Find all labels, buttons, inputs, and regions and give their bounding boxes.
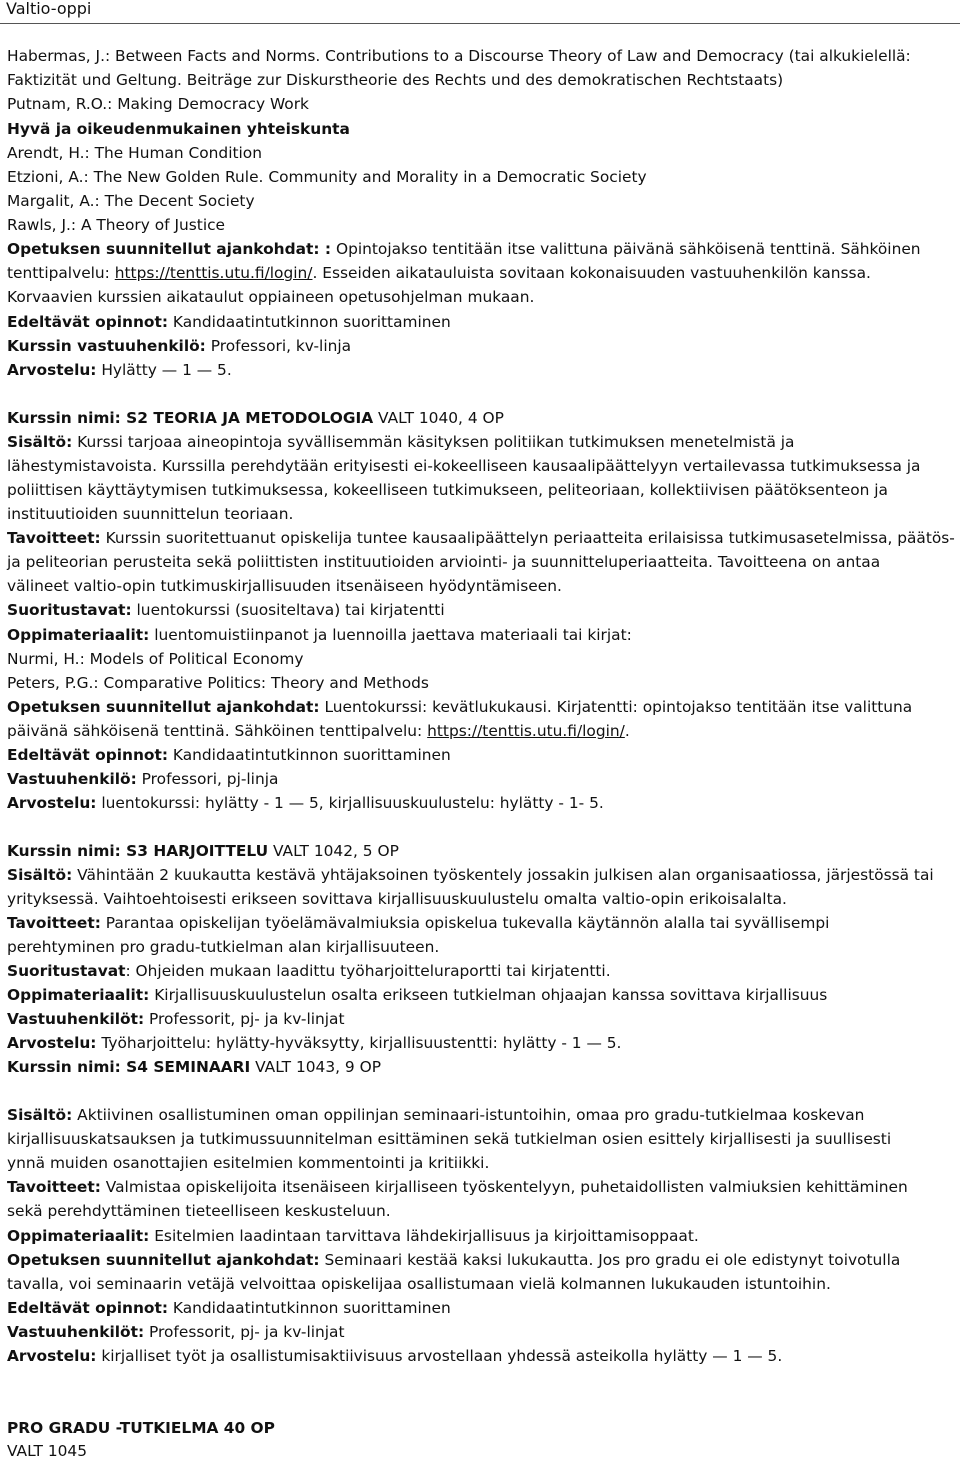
line-text: Hylätty — 1 — 5.: [96, 361, 232, 379]
document-line: [7, 1200, 391, 1222]
field-label: Sisältö:: [7, 866, 73, 884]
document-line: [7, 93, 309, 115]
field-label: Hyvä ja oikeudenmukainen yhteiskunta: [7, 120, 350, 138]
line-text: VALT 1043, 9 OP: [250, 1058, 381, 1076]
document-line: [7, 1176, 908, 1198]
line-text: poliittisen käyttäytymisen tutkimuksessa, kokeelliseen tutkimukseen, peliteoriaan, kollektiivisen päätöksenteon ja: [7, 481, 888, 499]
document-line: [7, 431, 795, 453]
line-text: päivänä sähköisenä tenttinä. Sähköinen tenttipalvelu:: [7, 722, 428, 740]
field-label: Vastuuhenkilöt:: [7, 1010, 145, 1028]
field-label: Kurssin vastuuhenkilö:: [7, 337, 206, 355]
line-text: lähestymistavoista. Kurssilla perehdytään erityisesti ei-kokeelliseen kausaalipäättelyyn vertailevassa tutkimuksessa ja: [7, 457, 921, 475]
document-line: [7, 720, 630, 742]
line-text: ynnä muiden osanottajien esitelmien kommentointi ja kritiikki.: [7, 1154, 490, 1172]
line-text: Professorit, pj- ja kv-linjat: [144, 1010, 345, 1028]
document-line: [7, 214, 225, 236]
line-text: Arendt, H.: The Human Condition: [7, 144, 262, 162]
field-label: Tavoitteet:: [7, 529, 101, 547]
page-header: [0, 0, 960, 24]
document-line: [7, 503, 293, 525]
course-heading-line: [7, 840, 399, 862]
line-text: Aktiivinen osallistuminen oman oppilinjan seminaari-istuntoihin, omaa pro gradu-tutkielmaa koskevan: [72, 1106, 865, 1124]
document-line: [7, 1249, 900, 1271]
document-line: [7, 1104, 864, 1126]
field-label: Tavoitteet:: [7, 914, 101, 932]
tenttis-link[interactable]: https://tenttis.utu.fi/login/: [114, 264, 313, 282]
document-line: [7, 1297, 451, 1319]
line-text: Parantaa opiskelijan työelämävalmiuksia opiskelua tukevalla käytännön alalla tai syvällisempi: [100, 914, 830, 932]
document-line: [7, 311, 451, 333]
line-text: Professori, kv-linja: [205, 337, 352, 355]
line-text: .: [624, 722, 630, 740]
document-line: [7, 238, 921, 260]
field-label: Vastuuhenkilö:: [7, 770, 137, 788]
document-line: [7, 984, 827, 1006]
line-text: Faktizität und Geltung. Beiträge zur Diskurstheorie des Rechts und des demokratischen Rechtstaats): [7, 71, 784, 89]
document-line: [7, 1225, 699, 1247]
field-label: Edeltävät opinnot:: [7, 746, 168, 764]
document-line: [7, 527, 955, 549]
line-text: Kandidaatintutkinnon suorittaminen: [168, 313, 451, 331]
line-text: Nurmi, H.: Models of Political Economy: [7, 650, 304, 668]
line-text: välineet valtio-opin tutkimuskirjallisuuden itsenäiseen hyödyntämiseen.: [7, 577, 562, 595]
line-text: Kandidaatintutkinnon suorittaminen: [168, 746, 451, 764]
document-line: [7, 792, 604, 814]
document-line: [7, 575, 562, 597]
document-line: [7, 768, 278, 790]
field-label: Oppimateriaalit:: [7, 626, 150, 644]
document-line: [7, 1008, 345, 1030]
document-line: [7, 864, 934, 886]
document-line: [7, 888, 787, 910]
document-line: [7, 142, 262, 164]
line-text: Professori, pj-linja: [136, 770, 279, 788]
course-heading-line: [7, 407, 504, 429]
line-text: VALT 1040, 4 OP: [373, 409, 504, 427]
line-text: : Ohjeiden mukaan laadittu työharjoitteluraportti tai kirjatentti.: [125, 962, 611, 980]
document-line: [7, 286, 534, 308]
field-label: Opetuksen suunnitellut ajankohdat:: [7, 1251, 320, 1269]
document-line: [7, 45, 911, 67]
document-line: [7, 69, 783, 91]
document-line: [7, 1152, 489, 1174]
line-text: Esitelmien laadintaan tarvittava lähdekirjallisuus ja kirjoittamisoppaat.: [149, 1227, 699, 1245]
line-text: Valmistaa opiskelijoita itsenäiseen kirjalliseen työskentelyyn, puhetaidollisten valmiuksien kehittäminen: [100, 1178, 908, 1196]
field-label: Kurssin nimi: S2 TEORIA JA METODOLOGIA: [7, 409, 374, 427]
field-label: Opetuksen suunnitellut ajankohdat: :: [7, 240, 332, 258]
document-line: [7, 1345, 782, 1367]
field-label: Oppimateriaalit:: [7, 1227, 150, 1245]
document-line: [7, 624, 632, 646]
field-label: Kurssin nimi: S3 HARJOITTELU: [7, 842, 269, 860]
document-line: [7, 744, 451, 766]
field-label: Sisältö:: [7, 1106, 73, 1124]
line-text: Kirjallisuuskuulustelun osalta erikseen tutkielman ohjaajan kanssa sovittava kirjallisuus: [149, 986, 828, 1004]
document-line: [7, 166, 647, 188]
line-text: Habermas, J.: Between Facts and Norms. Contributions to a Discourse Theory of Law and Democracy (tai alkukielellä:: [7, 47, 911, 65]
document-line: [7, 262, 871, 284]
line-text: VALT 1042, 5 OP: [268, 842, 399, 860]
course-heading-line: [7, 1056, 381, 1078]
document-line: [7, 960, 611, 982]
line-text: luentokurssi: hylätty - 1 — 5, kirjallisuuskuulustelu: hylätty - 1- 5.: [96, 794, 604, 812]
field-label: Tavoitteet:: [7, 1178, 101, 1196]
field-label: Suoritustavat: [7, 962, 126, 980]
document-line: [7, 599, 445, 621]
line-text: Etzioni, A.: The New Golden Rule. Community and Morality in a Democratic Society: [7, 168, 647, 186]
line-text: tavalla, voi seminaarin vetäjä velvoittaa opiskelijaa osallistumaan vielä kolmannen lukukauden istuntoihin.: [7, 1275, 831, 1293]
document-line: [7, 912, 829, 934]
line-text: . Esseiden aikatauluista sovitaan kokonaisuuden vastuuhenkilön kanssa.: [312, 264, 871, 282]
line-text: Kandidaatintutkinnon suorittaminen: [168, 1299, 451, 1317]
line-text: Seminaari kestää kaksi lukukautta. Jos pro gradu ei ole edistynyt toivotulla: [319, 1251, 901, 1269]
line-text: Peters, P.G.: Comparative Politics: Theory and Methods: [7, 674, 429, 692]
line-text: Margalit, A.: The Decent Society: [7, 192, 255, 210]
document-line: [7, 1128, 891, 1150]
line-text: luentomuistiinpanot ja luennoilla jaettava materiaali tai kirjat:: [149, 626, 632, 644]
document-line: [7, 1273, 831, 1295]
field-label: Sisältö:: [7, 433, 73, 451]
field-label: Edeltävät opinnot:: [7, 313, 168, 331]
field-label: Kurssin nimi: S4 SEMINAARI: [7, 1058, 251, 1076]
field-label: Arvostelu:: [7, 361, 97, 379]
line-text: VALT 1045: [7, 1442, 87, 1460]
line-text: perehtyminen pro gradu-tutkielman alan kirjallisuuteen.: [7, 938, 440, 956]
line-text: Kurssi tarjoaa aineopintoja syvällisemmän käsityksen politiikan tutkimuksen menetelmistä ja: [72, 433, 795, 451]
line-text: Rawls, J.: A Theory of Justice: [7, 216, 226, 234]
document-line: [7, 1321, 345, 1343]
document-line: [7, 335, 351, 357]
document-line: [7, 551, 880, 573]
document-line: [7, 479, 888, 501]
line-text: Korvaavien kurssien aikataulut oppiaineen opetusohjelman mukaan.: [7, 288, 535, 306]
line-text: kirjallisuuskatsauksen ja tutkimussuunnitelman esittäminen sekä tutkielman osien esittely kirjallisesti ja suullisesti: [7, 1130, 892, 1148]
line-text: instituutioiden suunnittelun teoriaan.: [7, 505, 294, 523]
field-label: Arvostelu:: [7, 1034, 97, 1052]
line-text: Luentokurssi: kevätlukukausi. Kirjatentti: opintojakso tentitään itse valittuna: [319, 698, 913, 716]
line-text: Vähintään 2 kuukautta kestävä yhtäjaksoinen työskentely jossakin julkisen alan organisaatiossa, järjestössä tai: [72, 866, 934, 884]
course-heading-line: [7, 1417, 275, 1439]
field-label: Vastuuhenkilöt:: [7, 1323, 145, 1341]
line-text: Työharjoittelu: hylätty-hyväksytty, kirjallisuustentti: hylätty - 1 — 5.: [96, 1034, 622, 1052]
document-line: [7, 936, 439, 958]
field-label: PRO GRADU -TUTKIELMA 40 OP: [7, 1419, 275, 1437]
line-text: luentokurssi (suositeltava) tai kirjatentti: [131, 601, 445, 619]
line-text: ja peliteorian perusteita sekä poliittisten instituutioiden arviointi- ja suunnitteluperiaatteita. Tavoitteena on antaa: [7, 553, 881, 571]
document-line: [7, 359, 232, 381]
field-label: Edeltävät opinnot:: [7, 1299, 168, 1317]
line-text: yrityksessä. Vaihtoehtoisesti erikseen sovittava kirjallisuuskuulustelu omalta valtio-opin erikoisalalta.: [7, 890, 787, 908]
field-label: Opetuksen suunnitellut ajankohdat:: [7, 698, 320, 716]
line-text: Kurssin suoritettuanut opiskelija tuntee kausaalipäättelyn periaatteita erilaisissa tutkimusasetelmissa, päätös-: [100, 529, 955, 547]
document-line: [7, 672, 429, 694]
field-label: Arvostelu:: [7, 794, 97, 812]
tenttis-link[interactable]: https://tenttis.utu.fi/login/: [427, 722, 625, 740]
document-line: [7, 648, 303, 670]
field-label: Oppimateriaalit:: [7, 986, 150, 1004]
header-title: Valtio-oppi: [6, 0, 92, 18]
line-text: sekä perehdyttäminen tieteelliseen keskusteluun.: [7, 1202, 391, 1220]
field-label: Arvostelu:: [7, 1347, 97, 1365]
field-label: Suoritustavat:: [7, 601, 132, 619]
document-line: [7, 455, 920, 477]
line-text: Putnam, R.O.: Making Democracy Work: [7, 95, 309, 113]
document-line: [7, 190, 255, 212]
line-text: tenttipalvelu:: [7, 264, 115, 282]
line-text: kirjalliset työt ja osallistumisaktiivisuus arvostellaan yhdessä asteikolla hylätty — 1 — 5.: [96, 1347, 783, 1365]
line-text: Opintojakso tentitään itse valittuna päivänä sähköisenä tenttinä. Sähköinen: [331, 240, 921, 258]
document-line: [7, 696, 912, 718]
document-line: [7, 118, 350, 140]
document-line: [7, 1032, 621, 1054]
line-text: Professorit, pj- ja kv-linjat: [144, 1323, 345, 1341]
